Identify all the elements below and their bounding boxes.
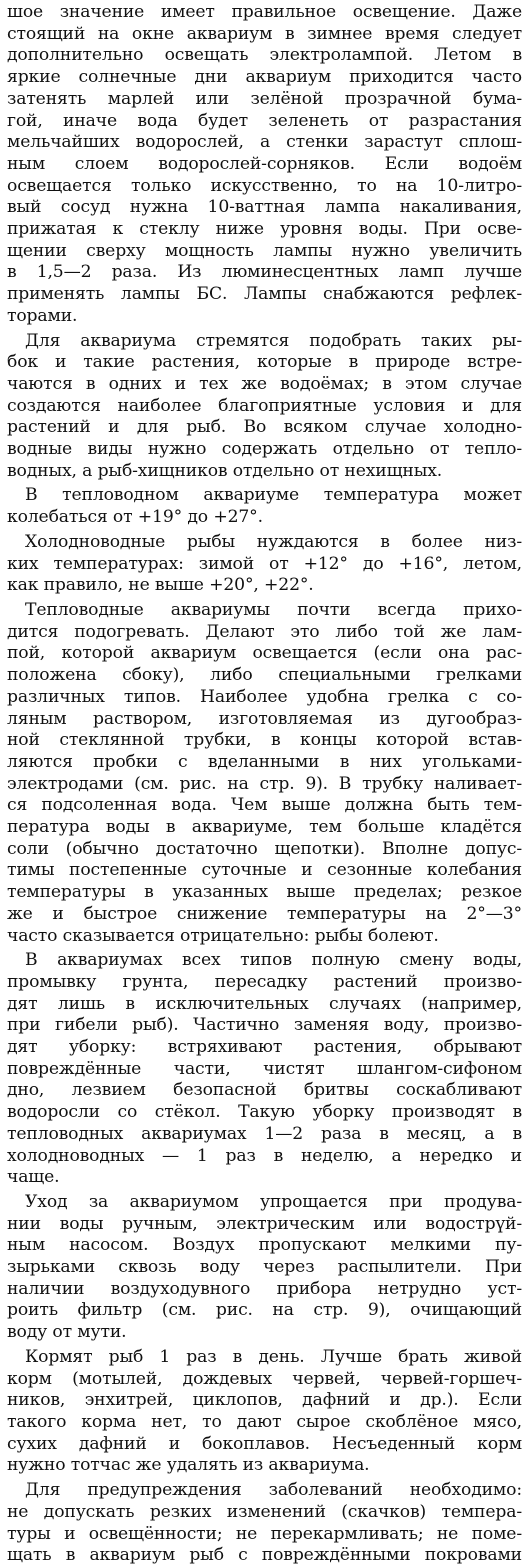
text-line: пой, которой аквариум освещается (если она рас- <box>7 643 522 664</box>
text-line: чаются в одних и тех же водоёмах; в этом случае <box>7 373 522 394</box>
text-line: дят уборку: встряхивают растения, обрывают <box>7 1037 522 1058</box>
text-line: В аквариумах всех типов полную смену воды, <box>25 950 522 971</box>
text-line: стоящий на окне аквариум в зимнее время следует <box>7 23 522 44</box>
text-line: промывку грунта, пересадку растений произво- <box>7 971 522 992</box>
text-line: не допускать резких изменений (скачков) темпера- <box>7 1501 522 1522</box>
text-line: соли (обычно достаточно щепотки). Вполне допус- <box>7 838 522 859</box>
text-line: повреждённые части, чистят шлангом-сифоном <box>7 1058 522 1079</box>
text-line: Для аквариума стремятся подобрать таких ры- <box>25 330 522 351</box>
text-line: гой, иначе вода будет зеленеть от разрастания <box>7 110 522 131</box>
text-line: освещается только искусственно, то на 10-литро- <box>7 175 522 196</box>
text-line: Кормят рыб 1 раз в день. Лучше брать живой <box>25 1346 522 1367</box>
text-line: дно, лезвием безопасной бритвы соскабливают <box>7 1080 522 1101</box>
text-line: электродами (см. рис. на стр. 9). В трубку наливает- <box>7 773 522 794</box>
text-line: часто сказывается отрицательно: рыбы болеют. <box>7 925 439 946</box>
text-line: в 1,5—2 раза. Из люминесцентных ламп лучше <box>7 262 522 283</box>
text-line: как правило, не выше +20°, +22°. <box>7 575 314 596</box>
text-line: водных, а рыб-хищников отдельно от нехищных. <box>7 460 443 481</box>
page-text-body <box>7 2 522 1567</box>
text-line: ких температурах: зимой от +12° до +16°, летом, <box>7 553 522 574</box>
text-line: растений и для рыб. Во всяком случае холодно- <box>7 417 522 438</box>
text-line: при гибели рыб). Частично заменяя воду, произво- <box>7 1015 522 1036</box>
text-line: нии воды ручным, электрическим или водострүй- <box>7 1213 522 1234</box>
text-line: тепловодных аквариумах 1—2 раза в месяц, а в <box>7 1123 522 1144</box>
text-line: ляным раствором, изготовляемая из дугообраз- <box>7 708 522 729</box>
text-line: воду от мути. <box>7 1322 127 1343</box>
text-line: туры и освещённости; не перекармливать; не поме- <box>7 1523 522 1544</box>
text-line: холодноводных — 1 раз в неделю, а нередко и <box>7 1145 522 1166</box>
paragraph <box>7 2 522 328</box>
text-line: прижатая к стеклу ниже уровня воды. При осве- <box>7 219 522 240</box>
text-line: Холодноводные рыбы нуждаются в более низ- <box>25 531 522 552</box>
text-line: наличии воздуходувного прибора нетрудно уст- <box>7 1278 522 1299</box>
text-line: ляются пробки с вделанными в них угольками- <box>7 751 522 772</box>
text-line: ся подсоленная вода. Чем выше должна быть тем- <box>7 795 522 816</box>
text-line: щении сверху мощность лампы нужно увеличить <box>7 240 522 261</box>
text-line: корм (мотылей, дождевых червей, червей-горшеч- <box>7 1368 522 1389</box>
text-line: Уход за аквариумом упрощается при продува- <box>25 1191 522 1212</box>
text-line: водоросли со стёкол. Такую уборку производят в <box>7 1102 522 1123</box>
text-line: применять лампы БС. Лампы снабжаются рефлек- <box>7 284 522 305</box>
paragraph <box>7 485 522 528</box>
paragraph <box>7 331 522 483</box>
text-line: роить фильтр (см. рис. на стр. 9), очищающий <box>7 1300 522 1321</box>
text-line: нужно тотчас же удалять из аквариума. <box>7 1455 370 1476</box>
paragraph <box>7 950 522 1189</box>
text-line: В тепловодном аквариуме температура может <box>25 485 522 506</box>
text-line: Для предупреждения заболеваний необходимо: <box>25 1480 522 1501</box>
text-line: торами. <box>7 305 78 326</box>
text-line: затенять марлей или зелёной прозрачной бума- <box>7 88 522 109</box>
text-line: дополнительно освещать электролампой. Летом в <box>7 45 522 66</box>
paragraph <box>7 1480 522 1567</box>
text-line: яркие солнечные дни аквариум приходится часто <box>7 67 522 88</box>
text-line: колебаться от +19° до +27°. <box>7 507 263 528</box>
paragraph <box>7 1347 522 1477</box>
text-line: сухих дафний и бокоплавов. Несъеденный корм <box>7 1433 522 1454</box>
text-line: чаще. <box>7 1167 60 1188</box>
text-line: ным насосом. Воздух пропускают мелкими пу- <box>7 1235 522 1256</box>
text-line: Тепловодные аквариумы почти всегда прихо- <box>25 599 522 620</box>
text-line: тимы постепенные суточные и сезонные колебания <box>7 860 522 881</box>
text-line: ной стеклянной трубки, в концы которой встав- <box>7 730 522 751</box>
text-line: мельчайших водорослей, а стенки зарастут сплош- <box>7 132 522 153</box>
text-line: пература воды в аквариуме, тем больше кладётся <box>7 817 522 838</box>
text-line: такого корма нет, то дают сырое скоблёное мясо, <box>7 1412 522 1432</box>
paragraph <box>7 600 522 947</box>
text-line: же и быстрое снижение температуры на 2°—3° <box>7 903 522 924</box>
paragraph <box>7 1192 522 1344</box>
text-line: водные виды нужно содержать отдельно от тепло- <box>7 439 522 460</box>
text-line: различных типов. Наиболее удобна грелка с со- <box>7 686 522 707</box>
text-line: температуры в указанных выше пределах; резкое <box>7 882 522 903</box>
text-line: положена сбоку), либо специальными грелками <box>7 665 522 686</box>
text-line: дится подогревать. Делают это либо той же лам- <box>7 621 522 642</box>
text-line: ным слоем водорослей-сорняков. Если водоём <box>7 153 522 174</box>
text-line: зырьками сквозь воду через распылители. При <box>7 1257 522 1278</box>
text-line: шое значение имеет правильное освещение. Даже <box>7 2 522 22</box>
text-line: щать в аквариум рыб с повреждёнными покровами <box>7 1545 522 1566</box>
paragraph <box>7 532 522 597</box>
text-line: создаются наиболее благоприятные условия и для <box>7 395 522 416</box>
text-line: дят лишь в исключительных случаях (например, <box>7 993 522 1014</box>
text-line: бок и такие растения, которые в природе встре- <box>7 352 522 373</box>
text-line: вый сосуд нужна 10-ваттная лампа накаливания, <box>7 197 522 218</box>
text-line: ников, энхитрей, циклопов, дафний и др.). Если <box>7 1390 522 1411</box>
